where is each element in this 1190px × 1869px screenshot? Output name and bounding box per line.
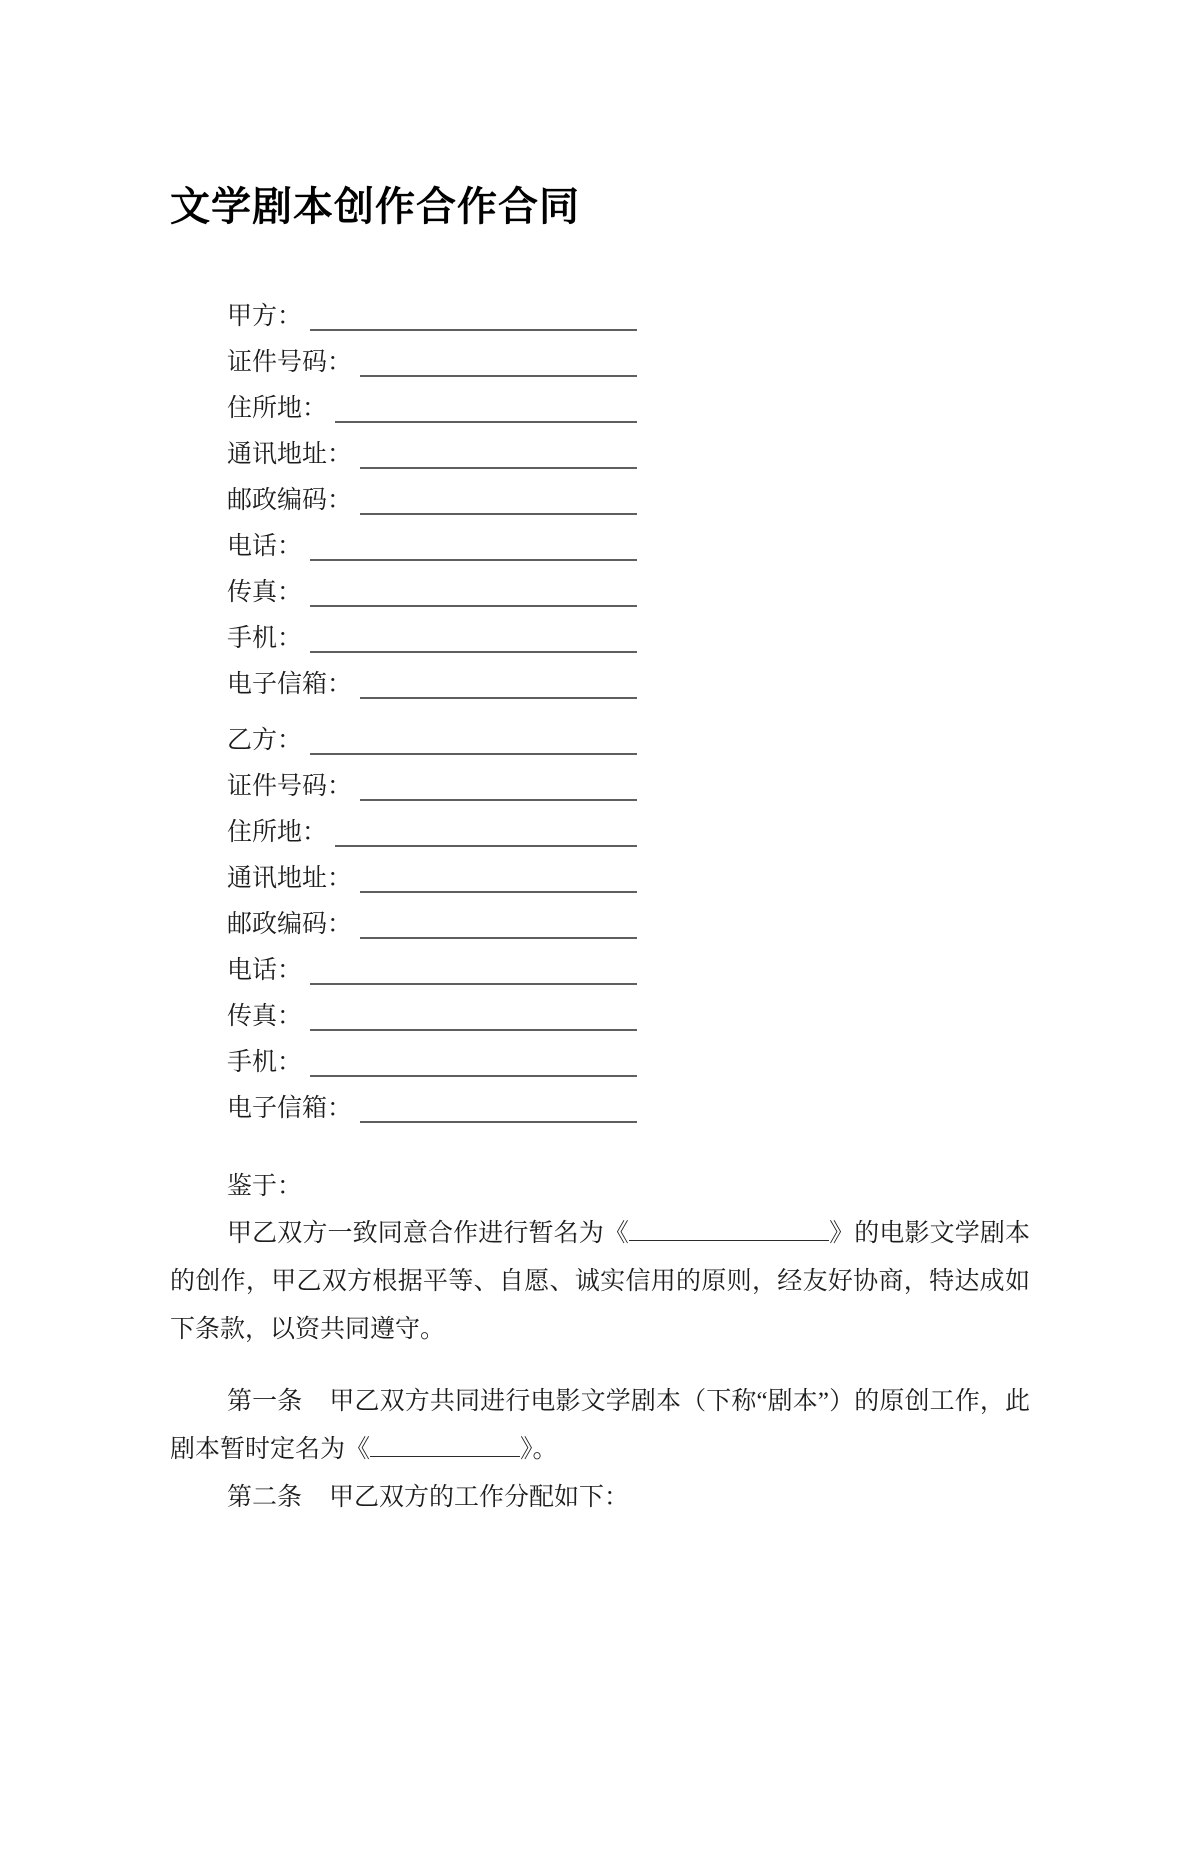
field-row-party-a-fax <box>227 570 637 616</box>
document-title: 文学剧本创作合作合同 <box>170 185 580 229</box>
field-label: 通讯地址： <box>227 441 353 468</box>
field-label: 传真： <box>227 1003 303 1030</box>
field-label: 手机： <box>227 1049 303 1076</box>
fill-in-line <box>310 948 637 985</box>
article-1-text-before-blank: 甲乙双方共同进行电影文学剧本（下称“剧本”）的原创工作，此剧本暂时定名为《 <box>170 1388 1030 1463</box>
field-label: 传真： <box>227 579 303 606</box>
fill-in-line <box>310 570 637 607</box>
field-row-party-a-mailing-address <box>227 432 637 478</box>
article-2-text: 甲乙双方的工作分配如下： <box>329 1484 630 1511</box>
field-row-party-a-residence <box>227 386 637 432</box>
field-label: 电话： <box>227 957 303 984</box>
fill-in-line <box>335 810 637 847</box>
fill-in-line <box>360 902 637 939</box>
field-label: 电话： <box>227 533 303 560</box>
field-label: 证件号码： <box>227 773 353 800</box>
field-label: 证件号码： <box>227 349 353 376</box>
field-row-party-b-id-number <box>227 764 637 810</box>
party-b-fields <box>170 718 1030 1132</box>
field-label: 电子信箱： <box>227 1095 353 1122</box>
fill-in-line <box>310 994 637 1031</box>
field-row-party-b-mailing-address <box>227 856 637 902</box>
field-row-party-a-name <box>227 294 637 340</box>
field-row-party-b-mobile <box>227 1040 637 1086</box>
whereas-text-after-blank: 》的电影文学剧本的创作，甲乙双方根据平等、自愿、诚实信用的原则，经友好协商，特达成如下条款，以资共同遵守。 <box>170 1220 1030 1343</box>
fill-in-line <box>310 616 637 653</box>
field-row-party-a-postal-code <box>227 478 637 524</box>
fill-in-line <box>360 856 637 893</box>
article-2-paragraph <box>170 1474 1030 1522</box>
field-row-party-a-id-number <box>227 340 637 386</box>
fill-in-line <box>360 340 637 377</box>
field-row-party-b-postal-code <box>227 902 637 948</box>
field-row-party-b-phone <box>227 948 637 994</box>
script-title-blank <box>370 1432 520 1457</box>
whereas-paragraph <box>170 1210 1030 1354</box>
field-label: 甲方： <box>227 303 303 330</box>
field-row-party-a-mobile <box>227 616 637 662</box>
field-label: 乙方： <box>227 727 303 754</box>
field-label: 手机： <box>227 625 303 652</box>
fill-in-line <box>360 432 637 469</box>
fill-in-line <box>310 718 637 755</box>
field-row-party-b-fax <box>227 994 637 1040</box>
contract-document <box>0 186 1190 1869</box>
script-title-blank <box>629 1216 829 1241</box>
field-label: 住所地： <box>227 819 328 846</box>
field-row-party-b-email <box>227 1086 637 1132</box>
article-1-number: 第一条 <box>227 1388 303 1415</box>
fill-in-line <box>310 294 637 331</box>
article-1-text-after-blank: 》。 <box>520 1436 558 1463</box>
article-2-number: 第二条 <box>227 1484 303 1511</box>
field-label: 住所地： <box>227 395 328 422</box>
field-row-party-a-email <box>227 662 637 708</box>
field-row-party-b-residence <box>227 810 637 856</box>
fill-in-line <box>310 524 637 561</box>
field-row-party-a-phone <box>227 524 637 570</box>
fill-in-line <box>360 662 637 699</box>
article-1-paragraph <box>170 1378 1030 1474</box>
fill-in-line <box>310 1040 637 1077</box>
party-a-fields <box>170 294 1030 708</box>
fill-in-line <box>360 764 637 801</box>
field-label: 通讯地址： <box>227 865 353 892</box>
field-label: 邮政编码： <box>227 487 353 514</box>
whereas-text-before-blank: 甲乙双方一致同意合作进行暂名为《 <box>227 1220 629 1247</box>
field-label: 电子信箱： <box>227 671 353 698</box>
fill-in-line <box>335 386 637 423</box>
field-label: 邮政编码： <box>227 911 353 938</box>
fill-in-line <box>360 478 637 515</box>
whereas-heading: 鉴于： <box>227 1173 303 1200</box>
field-row-party-b-name <box>227 718 637 764</box>
fill-in-line <box>360 1086 637 1123</box>
